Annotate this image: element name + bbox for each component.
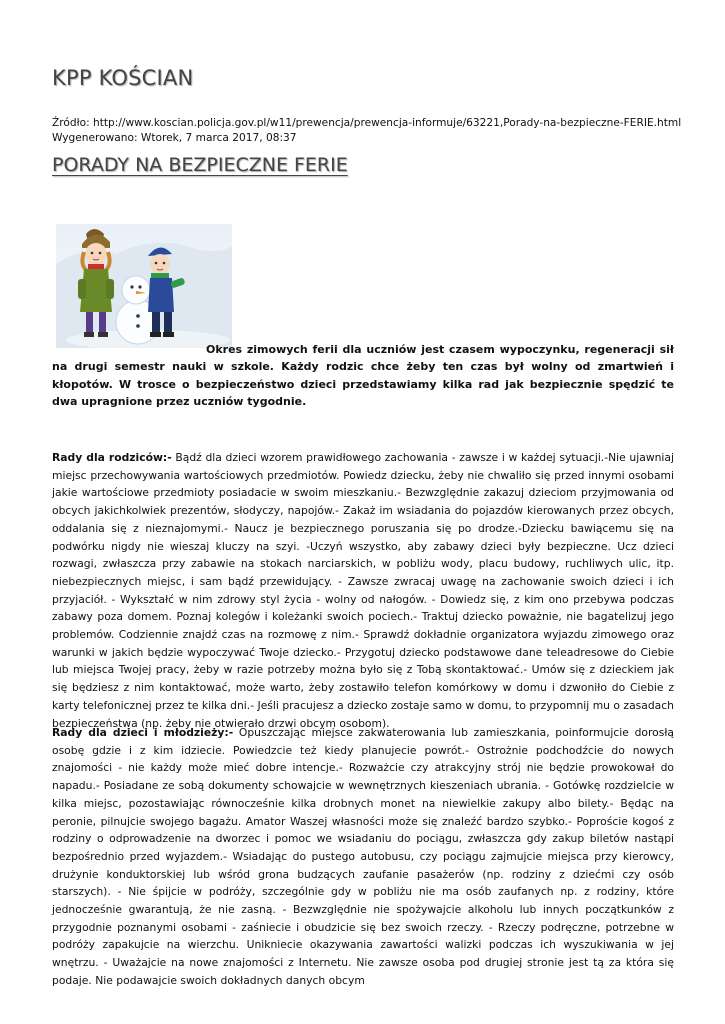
article-lead-text: Okres zimowych ferii dla uczniów jest czasem wypoczynku, regeneracji sił na drugi semestr nauki w szkole. Każdy rodzic chce żeby ten czas był wolny od zmartwień i kłopotów. W trosce o bezpieczeństwo dzieci przedstawiamy kilka rad jak bezpiecznie spędzić te dwa upragnione przez uczniów tygodnie. — [52, 343, 674, 408]
section-parents — [52, 449, 674, 732]
section-body: Bądź dla dzieci wzorem prawidłowego zachowania - zawsze i w każdej sytuacji.-Nie ujawniaj miejsc przechowywania wartościowych przedmiotów. Powiedz dziecku, żeby nie chwaliło się przed innymi osobami jakie wartościowe przedmioty posiadacie w swoim mieszkaniu.- Bezwzględnie zakazuj dzieciom przyjmowania od obcych jakichkolwiek prezentów, słodyczy, napojów.- Zakaż im wsiadania do pojazdów kierowanych przez obcych, oddalania się z nieznajomymi.- Naucz je bezpiecznego poruszania się po drodze.-Dziecku bawiącemu się na podwórku nigdy nie wieszaj kluczy na szyi. -Uczyń wszystko, aby zabawy dzieci były bezpieczne. Ucz dzieci rozwagi, zwłaszcza przy zabawie na stokach narciarskich, w pobliżu wody, placu budowy, ruchliwych ulic, itp. niebezpiecznych miejsc, i sam bądź przewidujący. - Zawsze zwracaj uwagę na zachowanie swoich dzieci i ich przyjaciół. - Wykształć w nim zdrowy styl życia - wolny od nałogów. - Dowiedz się, z kim ono przebywa podczas zabawy poza domem. Poznaj kolegów i koleżanki swoich pociech.- Traktuj dziecko poważnie, nie bagatelizuj jego problemów. Codziennie znajdź czas na rozmowę z nim.- Sprawdź dokładnie organizatora wyjazdu zimowego oraz warunki w jakich będzie wypoczywać Twoje dziecko.- Przygotuj dziecko podstawowe dane teleadresowe do Ciebie lub miejsca Twojej pracy, żeby w razie potrzeby można było się z Tobą skontaktować.- Umów się z dzieckiem jak się będziesz z nim kontaktować, może warto, żeby zostawiło telefon komórkowy w domu i dzwoniło do Ciebie z karty telefonicznej przez te kilka dni.- Jeśli pracujesz a dziecko zostaje samo w domu, to przypomnij mu o zasadach bezpieczeństwa (np. żeby nie otwierało drzwi obcym osobom). — [52, 451, 674, 730]
article-title: PORADY NA BEZPIECZNE FERIE — [52, 154, 348, 176]
section-children — [52, 724, 674, 990]
article-lead — [52, 341, 674, 410]
section-heading: Rady dla rodziców:- — [52, 451, 172, 464]
generated-line: Wygenerowano: Wtorek, 7 marca 2017, 08:37 — [52, 131, 297, 144]
section-heading: Rady dla dzieci i młodzieży:- — [52, 726, 234, 739]
section-body: Opuszczając miejsce zakwaterowania lub zamieszkania, poinformujcie dorosłą osobę gdzie i z kim idziecie. Powiedzcie też kiedy planujecie powrót.- Ostrożnie podchodźcie do nowych znajomości - nie każdy może mieć dobre intencje.- Rozważcie czy atrakcyjny strój nie będzie prowokował do napadu.- Posiadane ze sobą dokumenty schowajcie w wewnętrznych kieszeniach ubrania. - Gotówkę rozdzielcie w kilka miejsc, pozostawiając równocześnie kilka drobnych monet na niewielkie zakupy albo bilety.- Będąc na peronie, pilnujcie swojego bagażu. Amator Waszej własności może się znaleźć bardzo szybko.- Poproście kogoś z rodziny o odprowadzenie na dworzec i pomoc we wsiadaniu do pociągu, zwłaszcza gdy zakup biletów nastąpi bezpośrednio przed wyjazdem.- Wsiadając do pustego autobusu, czy pociągu zajmujcie miejsca przy kierowcy, drużynie konduktorskiej lub wśród grona budzących zaufanie pasażerów (np. rodziny z dziećmi czy osób starszych). - Nie śpijcie w podróży, szczególnie gdy w pobliżu nie ma osób zaufanych np. z rodziny, które jednocześnie gwarantują, że nie zasną. - Bezwzględnie nie spożywajcie alkoholu lub innych początkunków z przygodnie poznanymi osobami - zaśniecie i obudzicie się bez swoich rzeczy. - Rzeczy podręczne, potrzebne w podróży zapakujcie na wierzchu. Unikniecie okazywania zawartości walizki podczas ich wyszukiwania w jej wnętrzu. - Uważajcie na nowe znajomości z Internetu. Nie zawsze osoba pod drugiej stronie jest tą za która się podaje. Nie podawajcie swoich dokładnych danych obcym — [52, 726, 674, 987]
document-meta — [52, 116, 681, 145]
children-snowman-illustration — [56, 224, 232, 348]
site-title: KPP KOŚCIAN — [52, 66, 194, 90]
source-line: Źródło: http://www.koscian.policja.gov.pl/w11/prewencja/prewencja-informuje/63221,Porady-na-bezpieczne-FERIE.html — [52, 117, 682, 129]
